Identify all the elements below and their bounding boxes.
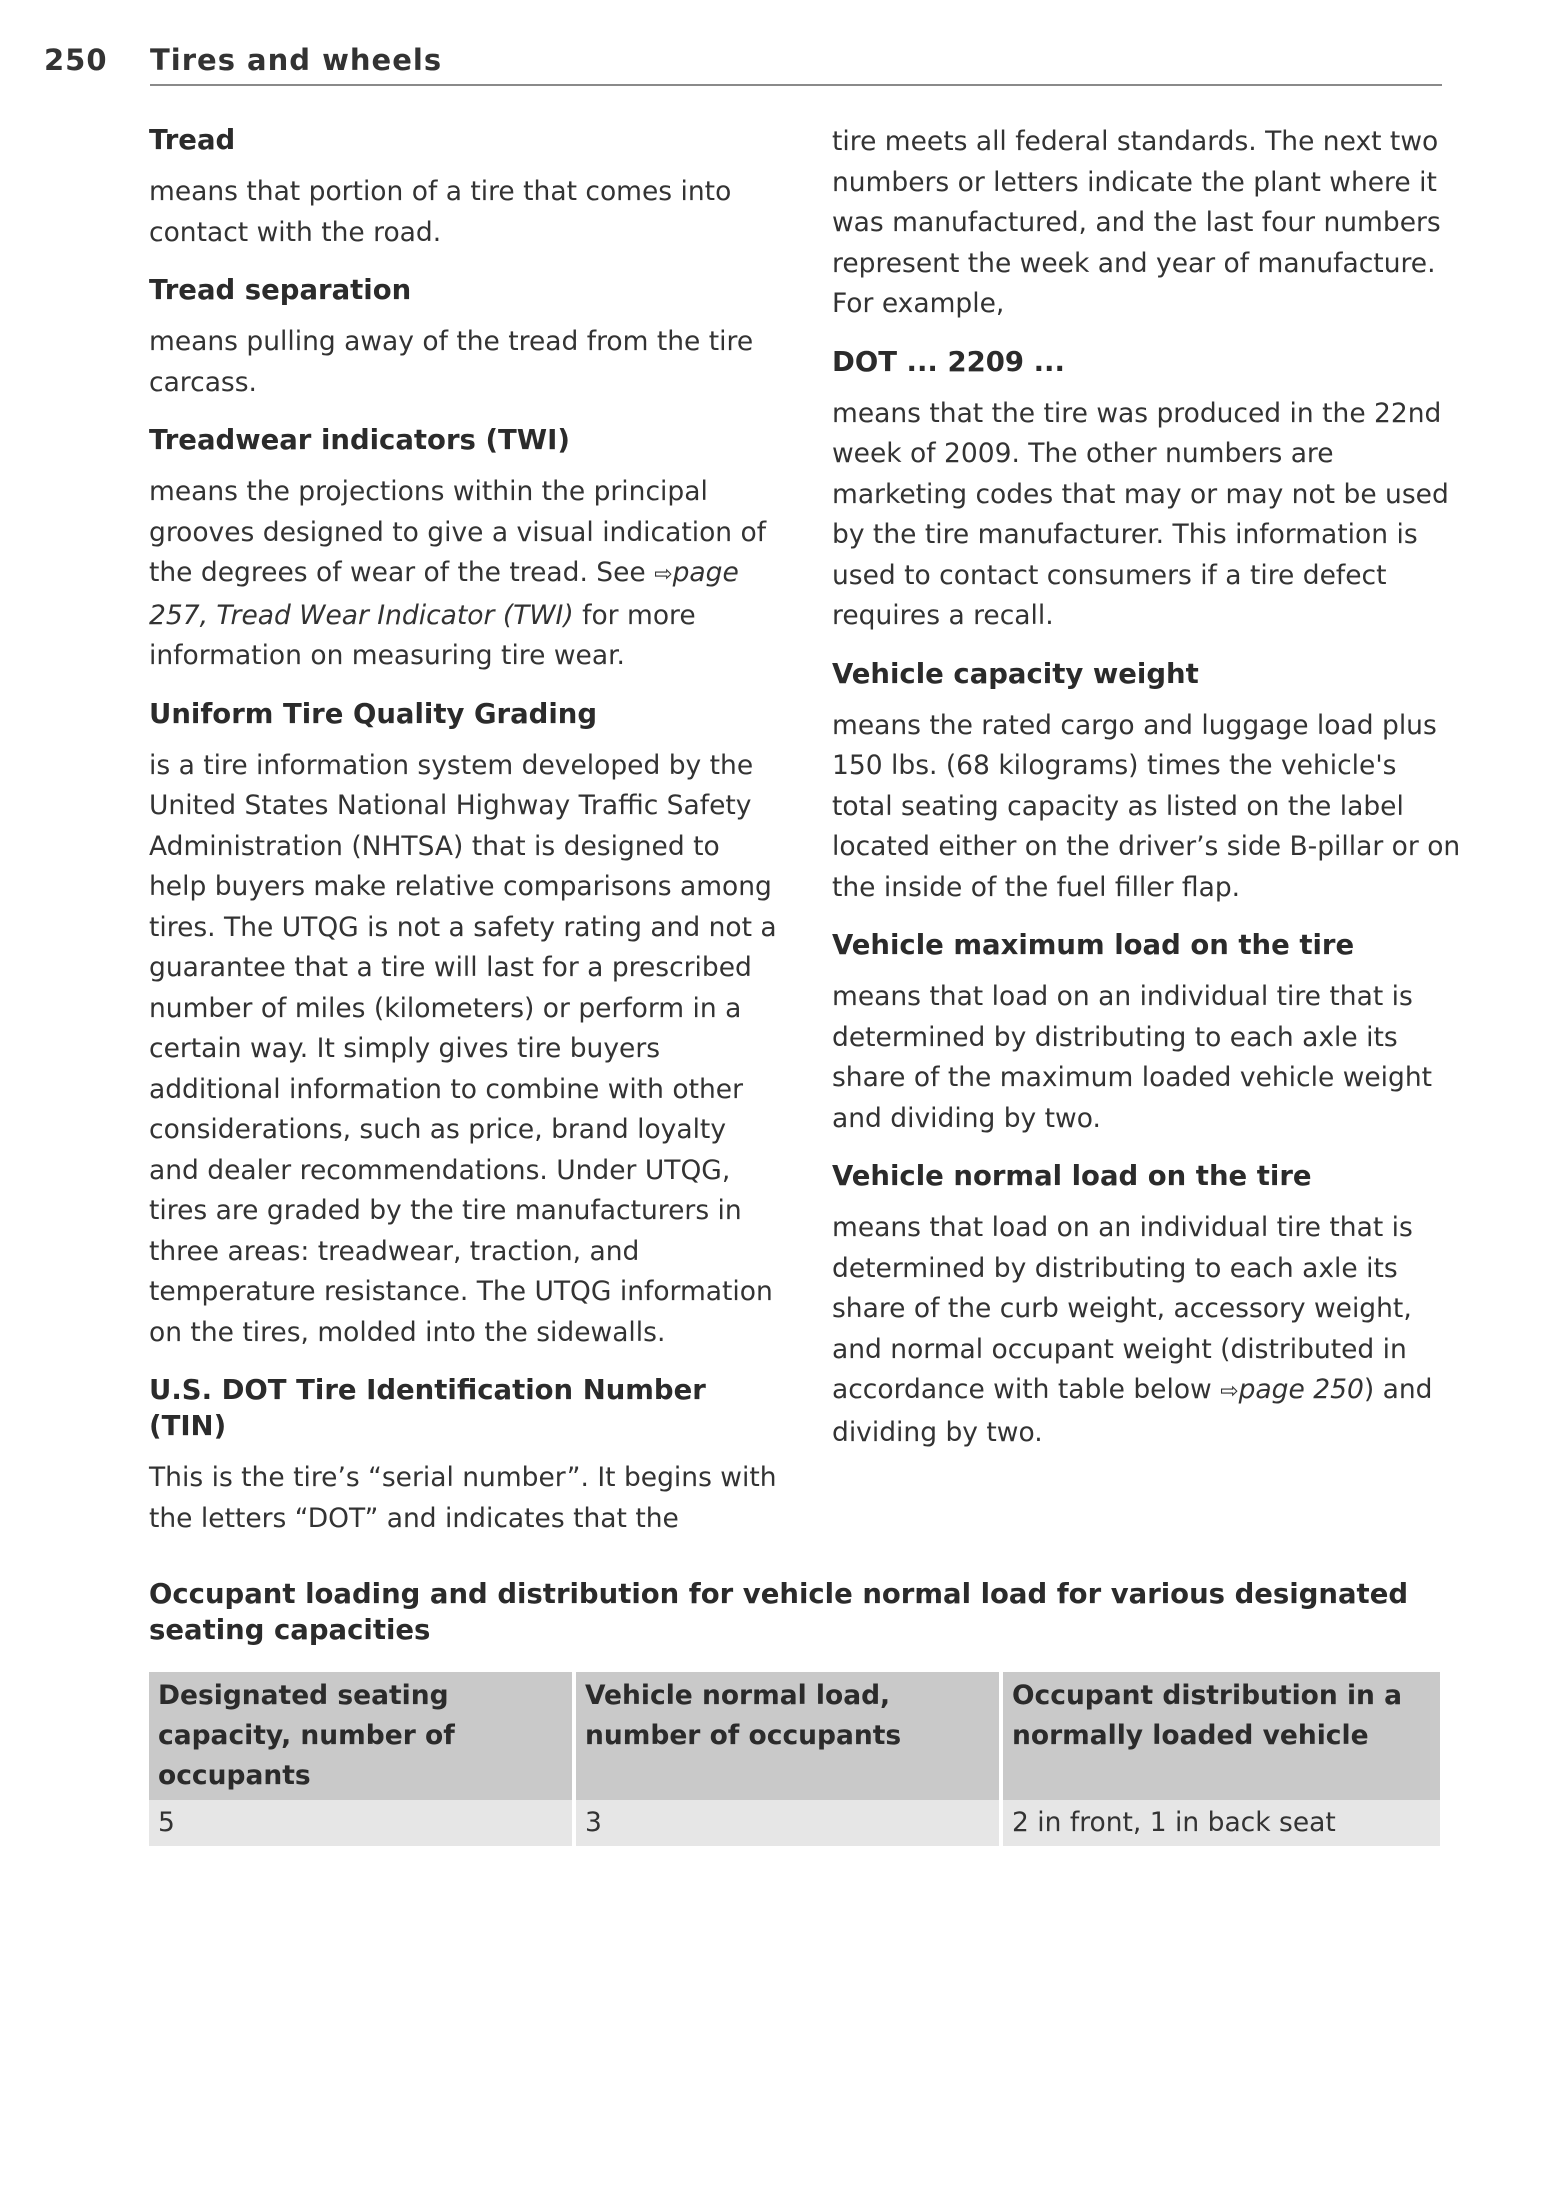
tin-definition-continued: tire meets all federal standards. The next two numbers or letters indicate the plant where it was manufactured, and the last four numbers represent the week and year of manufacture. For example, <box>832 126 1441 319</box>
arrow-right-icon: ⇨ <box>1220 1379 1239 1404</box>
table-cell: 2 in front, 1 in back seat <box>1001 1800 1440 1846</box>
treadwear-body-end: for more information on measuring tire wear. <box>149 599 696 671</box>
table-cell: 3 <box>574 1800 1001 1846</box>
dot-example-explanation: means that the tire was produced in the 22nd week of 2009. The other numbers are marketing codes that may or may not be used by the tire manufacturer. This information is used to contact consumers if a tire defect requires a recall. <box>832 397 1449 631</box>
tread-separation-heading: Tread separation <box>149 274 412 306</box>
page-reference-link[interactable]: page 250 <box>1238 1374 1364 1405</box>
right-column <box>832 122 1464 1453</box>
vehicle-normal-load-heading: Vehicle normal load on the tire <box>832 1160 1312 1192</box>
tin-definition: This is the tire’s “serial number”. It begins with the letters “DOT” and indicates that the <box>149 1462 777 1534</box>
page-header <box>44 38 1442 88</box>
table-caption: Occupant loading and distribution for vehicle normal load for various designated seating capacities <box>149 1578 1409 1646</box>
tread-definition: means that portion of a tire that comes into contact with the road. <box>149 176 732 248</box>
left-column <box>149 122 781 1539</box>
tread-separation-definition: means pulling away of the tread from the tire carcass. <box>149 326 754 398</box>
header-divider <box>150 84 1442 86</box>
vehicle-capacity-weight-definition: means the rated cargo and luggage load plus 150 lbs. (68 kilograms) times the vehicle's total seating capacity as listed on the label located either on the driver’s side B-pillar or on the inside of the fuel filler flap. <box>832 709 1461 903</box>
table-header-cell: Designated seating capacity, number of occupants <box>149 1672 574 1800</box>
table-row <box>149 1800 1440 1846</box>
vehicle-max-load-definition: means that load on an individual tire that is determined by distributing to each axle its share of the maximum loaded vehicle weight and dividing by two. <box>832 981 1433 1134</box>
treadwear-body-start: means the projections within the principal grooves designed to give a visual indication of the degrees of wear of the tread. See <box>149 476 767 588</box>
utqg-definition: is a tire information system developed by the United States National Highway Traffic Safety Administration (NHTSA) that is designed to help buyers make relative comparisons among tires. The UTQG is not a safety rating and not a guarantee that a tire will last for a prescribed number of miles (kilometers) or perform in a certain way. It simply gives tire buyers additional information to combine with other considerations, such as price, brand loyalty and dealer recommendations. Under UTQG, tires are graded by the tire manufacturers in three areas: treadwear, traction, and temperature resistance. The UTQG information on the tires, molded into the sidewalls. <box>149 749 777 1348</box>
section-title: Tires and wheels <box>150 43 443 77</box>
normal-load-body-end: ) and dividing by two. <box>832 1374 1433 1448</box>
table-cell: 5 <box>149 1800 574 1846</box>
table-header-cell: Occupant distribution in a normally loaded vehicle <box>1001 1672 1440 1800</box>
dot-example-code: DOT ... 2209 ... <box>832 345 1065 378</box>
page-reference-link[interactable]: page 257, Tread Wear Indicator (TWI) <box>149 557 739 631</box>
normal-load-body-start: means that load on an individual tire that is determined by distributing to each axle its share of the curb weight, accessory weight, and normal occupant weight (distributed in accordance with table below <box>832 1212 1413 1405</box>
vehicle-max-load-heading: Vehicle maximum load on the tire <box>832 929 1355 961</box>
vehicle-capacity-weight-heading: Vehicle capacity weight <box>832 657 1199 690</box>
occupant-loading-table <box>149 1672 1440 1846</box>
treadwear-indicators-definition <box>149 472 781 677</box>
tin-heading: U.S. DOT Tire Identification Number (TIN) <box>149 1374 706 1442</box>
tread-heading: Tread <box>149 124 236 156</box>
utqg-heading: Uniform Tire Quality Grading <box>149 697 598 730</box>
table-header-row <box>149 1672 1440 1800</box>
page-number: 250 <box>44 43 108 77</box>
arrow-right-icon: ⇨ <box>654 562 673 587</box>
vehicle-normal-load-definition <box>832 1208 1464 1453</box>
treadwear-indicators-heading: Treadwear indicators (TWI) <box>149 424 570 456</box>
table-header-cell: Vehicle normal load, number of occupants <box>574 1672 1001 1800</box>
